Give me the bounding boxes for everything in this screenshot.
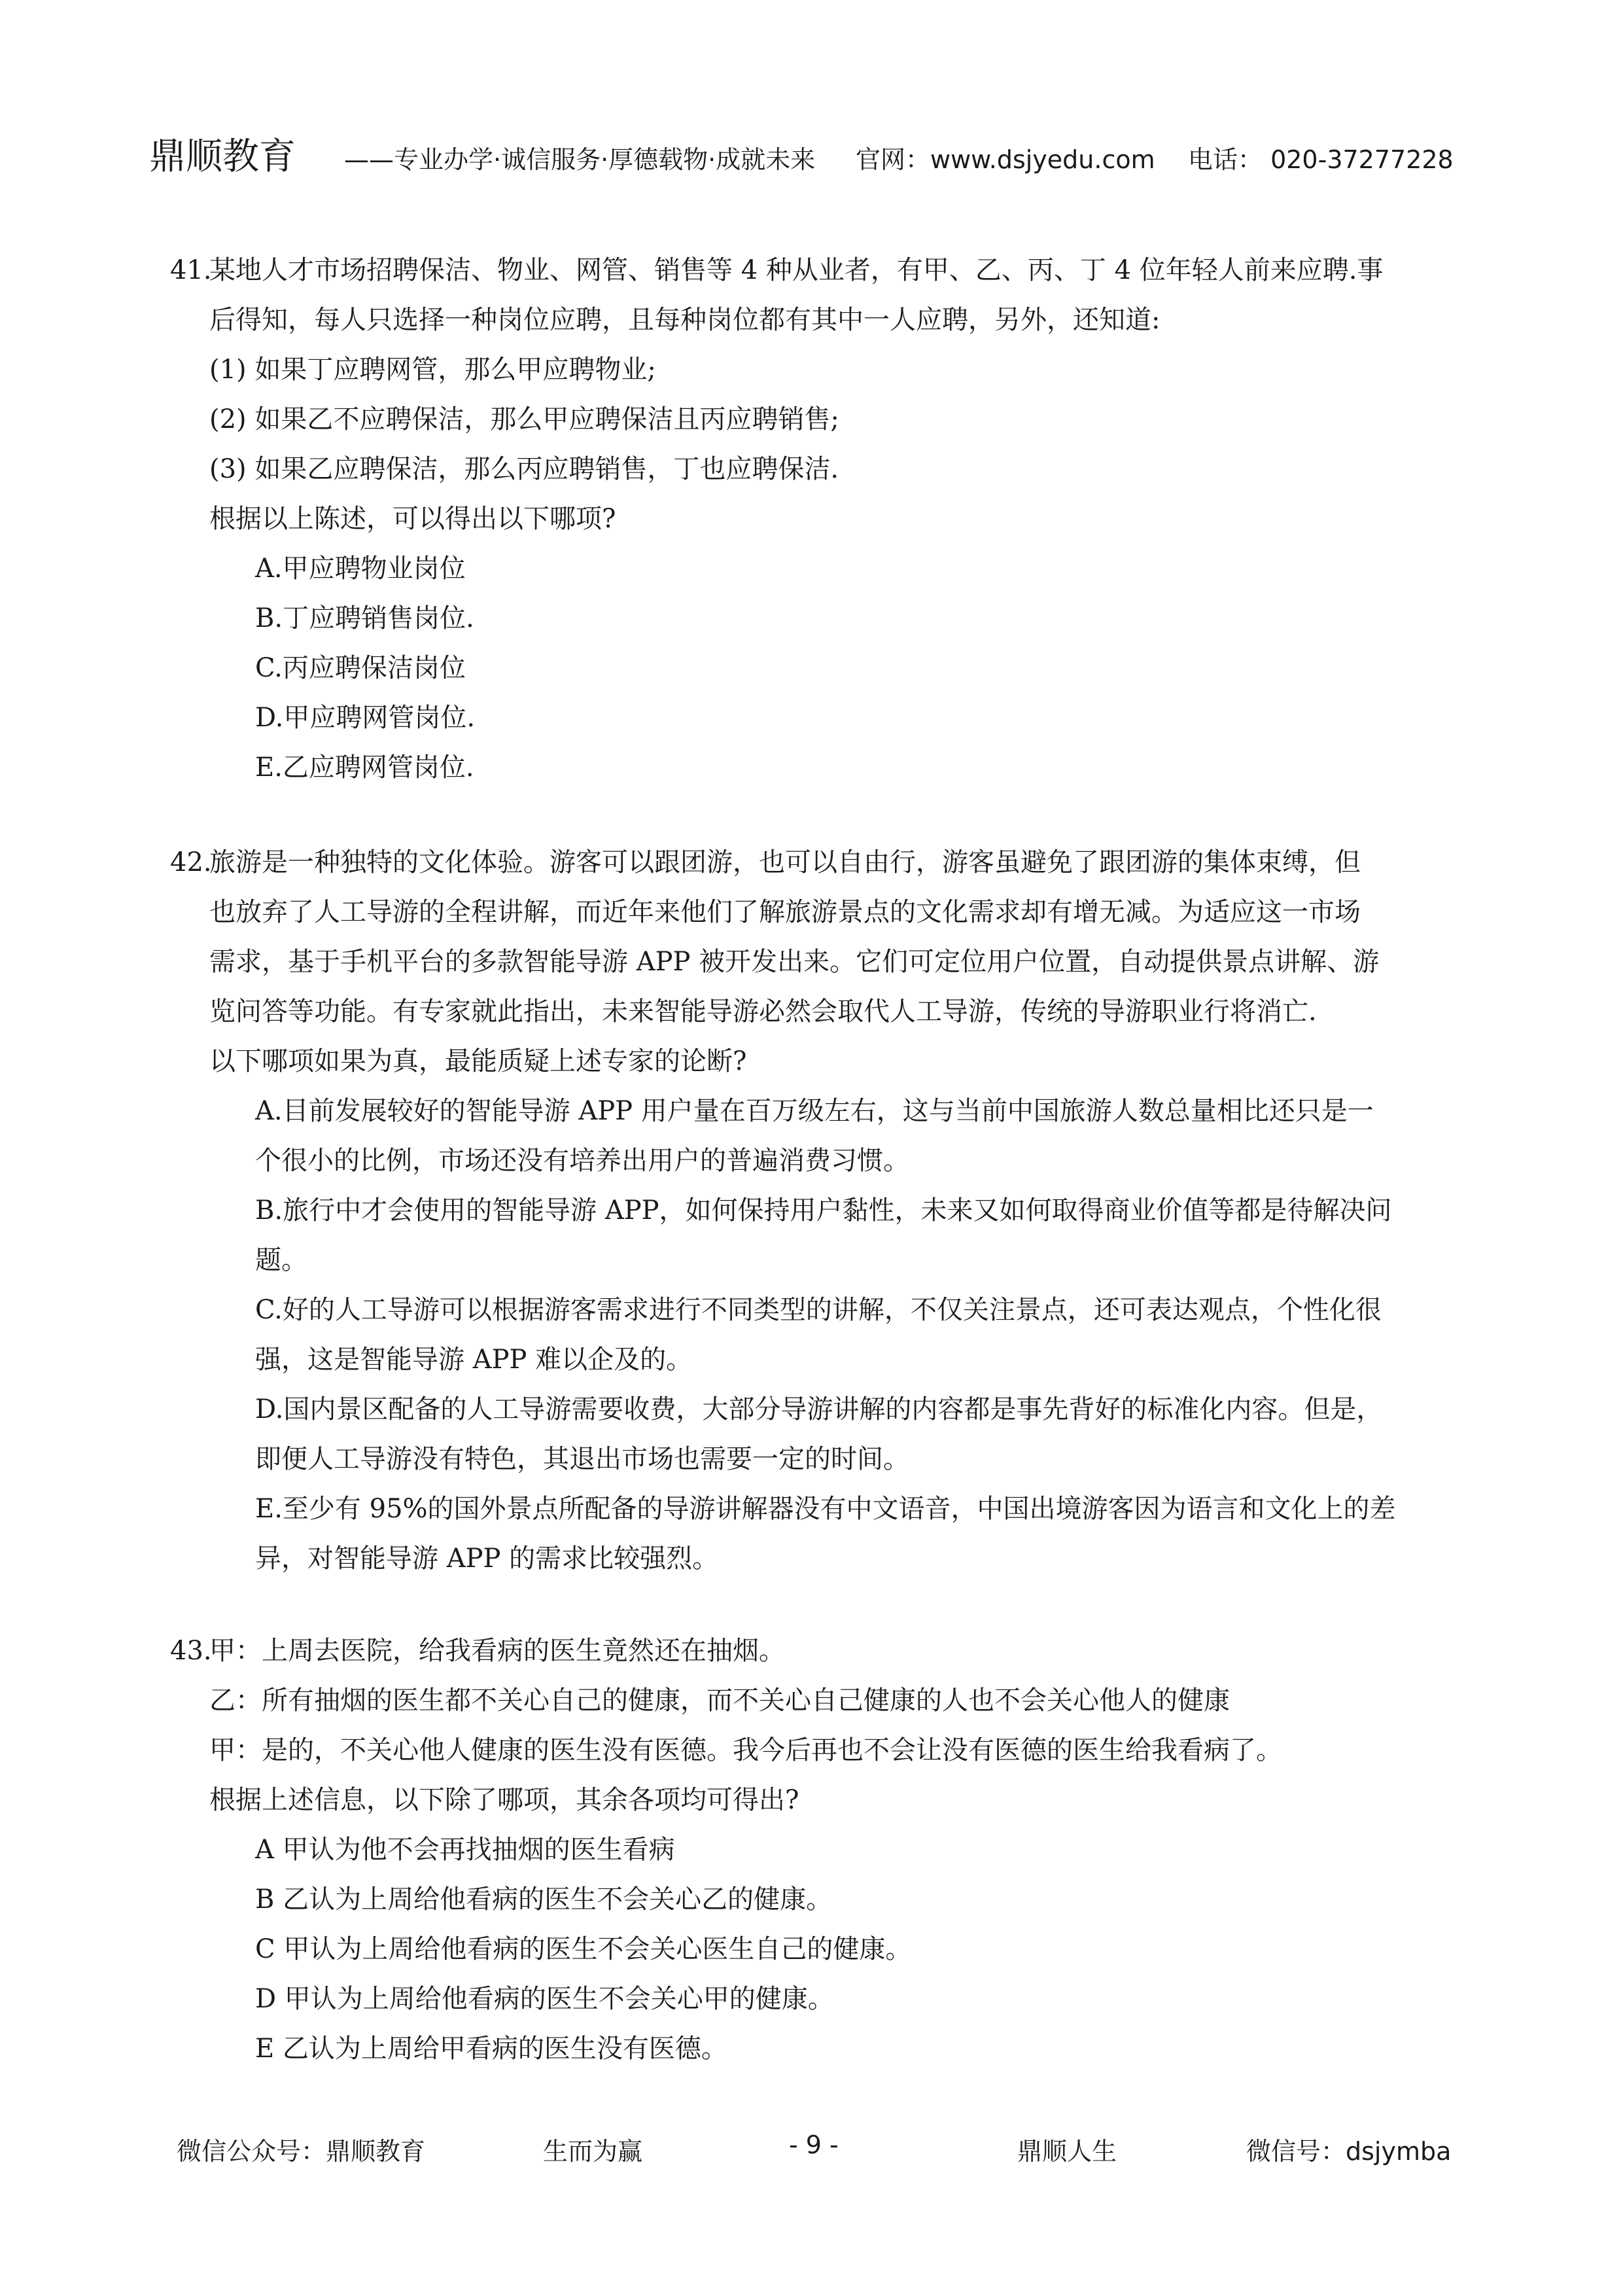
condition-line: (2) 如果乙不应聘保洁，那么甲应聘保洁且丙应聘销售; (209, 404, 839, 434)
option-a[interactable]: A.目前发展较好的智能导游 APP 用户量在百万级左右，这与当前中国旅游人数总量相比还只是一 (255, 1096, 1374, 1126)
option-e[interactable]: E 乙认为上周给甲看病的医生没有医德。 (255, 2034, 727, 2064)
page-number: - 9 - (789, 2130, 839, 2159)
question-text-line: 也放弃了人工导游的全程讲解，而近年来他们了解旅游景点的文化需求却有增无减。为适应这一市场 (209, 897, 1361, 927)
option-c-cont[interactable]: 强，这是智能导游 APP 难以企及的。 (255, 1345, 693, 1375)
option-d[interactable]: D 甲认为上周给他看病的医生不会关心甲的健康。 (255, 1984, 834, 2014)
option-d[interactable]: D.甲应聘网管岗位. (255, 703, 476, 733)
condition-line: (1) 如果丁应聘网管，那么甲应聘物业; (209, 355, 656, 385)
option-e-cont[interactable]: 异，对智能导游 APP 的需求比较强烈。 (255, 1544, 719, 1574)
footer-wechat-id: 微信号：dsjymba (1246, 2137, 1452, 2166)
option-b[interactable]: B 乙认为上周给他看病的医生不会关心乙的健康。 (255, 1884, 833, 1915)
condition-line: (3) 如果乙应聘保洁，那么丙应聘销售，丁也应聘保洁. (209, 454, 839, 484)
option-e[interactable]: E.至少有 95%的国外景点所配备的导游讲解器没有中文语音，中国出境游客因为语言和文化上的差 (255, 1494, 1396, 1524)
option-a[interactable]: A 甲认为他不会再找抽烟的医生看病 (255, 1835, 675, 1865)
option-e[interactable]: E.乙应聘网管岗位. (255, 752, 474, 783)
brand-slogan: ——专业办学·诚信服务·厚德载物·成就未来 (344, 145, 816, 174)
option-d[interactable]: D.国内景区配备的人工导游需要收费，大部分导游讲解的内容都是事先背好的标准化内容。但是， (255, 1394, 1383, 1424)
option-b[interactable]: B.旅行中才会使用的智能导游 APP，如何保持用户黏性，未来又如何取得商业价值等都是待解决问 (255, 1195, 1392, 1226)
page-header (149, 131, 1484, 190)
option-d-cont[interactable]: 即便人工导游没有特色，其退出市场也需要一定的时间。 (255, 1444, 909, 1474)
option-c[interactable]: C.丙应聘保洁岗位 (255, 653, 466, 683)
option-b-cont[interactable]: 题。 (255, 1245, 307, 1275)
website-link[interactable]: 官网：www.dsjyedu.com (856, 145, 1155, 174)
footer-motto: 生而为赢 (543, 2137, 643, 2166)
brand-name: 鼎顺教育 (149, 135, 296, 178)
phone-number: 电话： 020-37277228 (1188, 145, 1454, 174)
dialogue-line: 甲：是的，不关心他人健康的医生没有医德。我今后再也不会让没有医德的医生给我看病了。 (209, 1735, 1282, 1765)
question-text-line: 某地人才市场招聘保洁、物业、网管、销售等 4 种从业者，有甲、乙、丙、丁 4 位年轻人前来应聘.事 (209, 255, 1384, 285)
dialogue-line: 乙：所有抽烟的医生都不关心自己的健康，而不关心自己健康的人也不会关心他人的健康 (209, 1686, 1230, 1716)
question-prompt: 根据以上陈述，可以得出以下哪项? (209, 504, 616, 534)
page-footer (0, 2130, 1623, 2172)
question-prompt: 根据上述信息，以下除了哪项，其余各项均可得出? (209, 1785, 799, 1815)
dialogue-line: 甲：上周去医院，给我看病的医生竟然还在抽烟。 (209, 1636, 785, 1666)
question-number: 41. (170, 255, 212, 285)
footer-life: 鼎顺人生 (1017, 2137, 1117, 2166)
question-text-line: 需求，基于手机平台的多款智能导游 APP 被开发出来。它们可定位用户位置，自动提供景点讲解、游 (209, 947, 1380, 977)
footer-wechat-public: 微信公众号：鼎顺教育 (177, 2137, 426, 2166)
option-b[interactable]: B.丁应聘销售岗位. (255, 603, 474, 633)
question-prompt: 以下哪项如果为真，最能质疑上述专家的论断? (209, 1046, 747, 1076)
option-a-cont[interactable]: 个很小的比例，市场还没有培养出用户的普遍消费习惯。 (255, 1146, 909, 1176)
option-a[interactable]: A.甲应聘物业岗位 (255, 554, 466, 584)
question-text-line: 览问答等功能。有专家就此指出，未来智能导游必然会取代人工导游，传统的导游职业行将消亡. (209, 997, 1317, 1027)
question-text-line: 旅游是一种独特的文化体验。游客可以跟团游，也可以自由行，游客虽避免了跟团游的集体束缚，但 (209, 847, 1361, 877)
question-text-line: 后得知，每人只选择一种岗位应聘，且每种岗位都有其中一人应聘，另外，还知道: (209, 305, 1161, 335)
option-c[interactable]: C.好的人工导游可以根据游客需求进行不同类型的讲解，不仅关注景点，还可表达观点，个性化很 (255, 1295, 1382, 1325)
question-number: 43. (170, 1636, 212, 1666)
option-c[interactable]: C 甲认为上周给他看病的医生不会关心医生自己的健康。 (255, 1934, 912, 1964)
question-number: 42. (170, 847, 212, 877)
